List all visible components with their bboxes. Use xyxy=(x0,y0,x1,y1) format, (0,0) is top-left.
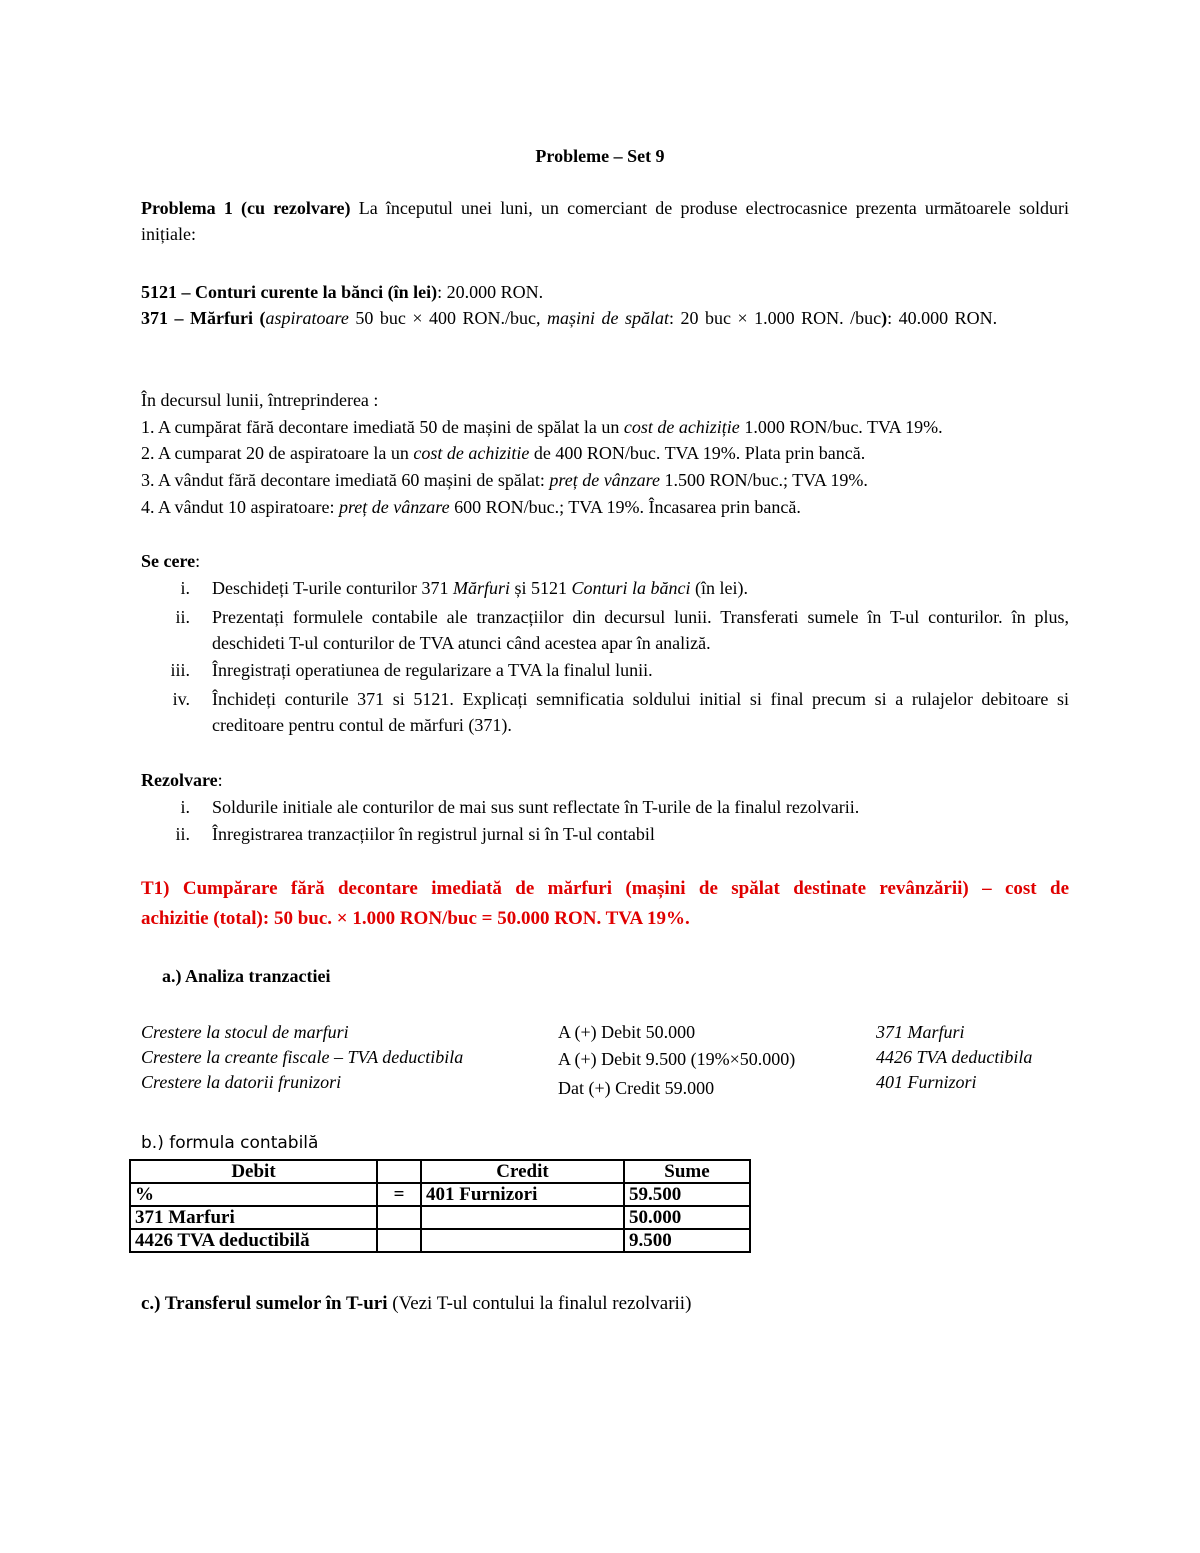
paren-close: ) xyxy=(881,308,888,328)
problem-text: La începutul unei luni, un comerciant de produse electrocasnice prezenta următoarele solduri inițiale: xyxy=(141,198,1070,244)
r1-c: și 5121 xyxy=(509,578,572,598)
item-masini-detail: : 20 buc × 1.000 RON. /buc xyxy=(668,308,882,328)
analysis-account-2: 4426 TVA deductibila xyxy=(876,1047,1033,1067)
operation-4 xyxy=(141,494,801,520)
solution-item-1: Soldurile initiale ale conturilor de mai sus sunt reflectate în T-urile de la finalul rezolvarii. xyxy=(212,797,860,817)
analysis-desc-1: Crestere la stocul de marfuri xyxy=(141,1022,349,1042)
op1-text: 1. A cumpărat fără decontare imediată 50 de mașini de spălat la un xyxy=(141,417,624,437)
required-heading-text: Se cere xyxy=(141,551,196,571)
transfer-line xyxy=(141,1291,691,1317)
op3-end: 1.500 RON/buc.; TVA 19%. xyxy=(660,470,868,490)
analysis-desc-2: Crestere la creante fiscale – TVA deductibila xyxy=(141,1047,464,1067)
required-item-2: Prezentați formulele contabile ale tranzacțiilor din decursul lunii. Transferati sumele în T-ul conturilor. în plus, deschideti T-ul conturilor de TVA atunci când acestea apar în analiză. xyxy=(212,607,1069,653)
balance-goods-account: 371 – Mărfuri xyxy=(141,308,253,328)
op3-text: 3. A vândut fără decontare imediată 60 mașini de spălat: xyxy=(141,470,550,490)
cell-credit: 401 Furnizori xyxy=(421,1183,624,1206)
balance-bank-account: 5121 – Conturi curente la bănci (în lei) xyxy=(141,282,438,302)
required-item-3: Înregistrați operatiunea de regularizare a TVA la finalul lunii. xyxy=(212,660,653,680)
solution-heading-text: Rezolvare xyxy=(141,770,218,790)
solution-item-2: Înregistrarea tranzacțiilor în registrul jurnal si în T-ul contabil xyxy=(212,824,655,844)
balance-bank-value: : 20.000 RON. xyxy=(437,282,544,302)
formula-table xyxy=(129,1159,751,1253)
cell-debit: 371 Marfuri xyxy=(130,1206,377,1229)
cell-debit: 4426 TVA deductibilă xyxy=(130,1229,377,1252)
problem-intro xyxy=(141,195,1069,247)
required-item-1 xyxy=(212,575,1069,601)
op1-italic: cost de achiziție xyxy=(623,417,740,437)
solution-colon: : xyxy=(217,770,223,790)
op4-end: 600 RON/buc.; TVA 19%. Încasarea prin bancă. xyxy=(449,497,801,517)
cell-sum: 9.500 xyxy=(624,1229,750,1252)
op2-text: 2. A cumparat 20 de aspiratoare la un xyxy=(141,443,414,463)
r1-a: Deschideți T-urile conturilor 371 xyxy=(212,578,453,598)
cell-sum: 59.500 xyxy=(624,1183,750,1206)
op2-end: de 400 RON/buc. TVA 19%. Plata prin bancă. xyxy=(529,443,866,463)
table-row xyxy=(130,1183,750,1206)
analysis-entry-1: A (+) Debit 50.000 xyxy=(558,1022,696,1042)
analysis-account-1: 371 Marfuri xyxy=(876,1022,965,1042)
required-num-1: i. xyxy=(180,578,190,598)
analysis-heading: a.) Analiza tranzactiei xyxy=(162,966,331,986)
t1-heading-line2: achizitie (total): 50 buc. × 1.000 RON/buc = 50.000 RON. TVA 19%. xyxy=(141,908,690,929)
balance-goods xyxy=(141,305,1069,331)
item-masini: mașini de spălat xyxy=(546,308,669,328)
op1-end: 1.000 RON/buc. TVA 19%. xyxy=(739,417,943,437)
cell-sum: 50.000 xyxy=(624,1206,750,1229)
analysis-entry-3: Dat (+) Credit 59.000 xyxy=(558,1078,715,1098)
paren-open: ( xyxy=(252,308,266,328)
page-title: Probleme – Set 9 xyxy=(535,146,665,166)
item-aspiratoare-detail: 50 buc × 400 RON./buc, xyxy=(348,308,547,328)
cell-credit xyxy=(421,1206,624,1229)
header-debit: Debit xyxy=(130,1160,377,1183)
cell-equals xyxy=(377,1229,421,1252)
solution-heading xyxy=(141,767,223,793)
table-header-row xyxy=(130,1160,750,1183)
transfer-note: (Vezi T-ul contului la finalul rezolvarii) xyxy=(387,1293,692,1314)
op2-italic: cost de achizitie xyxy=(413,443,530,463)
operation-3 xyxy=(141,467,868,493)
required-num-3: iii. xyxy=(170,660,190,680)
required-colon: : xyxy=(195,551,201,571)
balance-bank xyxy=(141,279,543,305)
problem-label: Problema 1 (cu rezolvare) xyxy=(141,198,351,218)
header-credit: Credit xyxy=(421,1160,624,1183)
table-row xyxy=(130,1229,750,1252)
op4-text: 4. A vândut 10 aspiratoare: xyxy=(141,497,339,517)
analysis-desc-3: Crestere la datorii frunizori xyxy=(141,1072,342,1092)
formula-heading: b.) formula contabilă xyxy=(141,1133,319,1153)
cell-equals xyxy=(377,1206,421,1229)
op3-italic: preț de vânzare xyxy=(549,470,661,490)
header-blank xyxy=(377,1160,421,1183)
cell-equals: = xyxy=(377,1183,421,1206)
t1-heading-line1: T1) Cumpărare fără decontare imediată de mărfuri (mașini de spălat destinate revânzării) – cost de xyxy=(141,878,1069,899)
operation-2 xyxy=(141,440,865,466)
r1-d: Conturi la bănci xyxy=(571,578,691,598)
header-sume: Sume xyxy=(624,1160,750,1183)
analysis-entry-2: A (+) Debit 9.500 (19%×50.000) xyxy=(558,1049,796,1069)
item-aspiratoare: aspiratoare xyxy=(265,308,349,328)
required-num-2: ii. xyxy=(175,607,190,627)
cell-credit xyxy=(421,1229,624,1252)
balance-goods-total: : 40.000 RON. xyxy=(887,308,998,328)
op4-italic: preț de vânzare xyxy=(338,497,450,517)
r1-e: (în lei). xyxy=(690,578,748,598)
r1-b: Mărfuri xyxy=(452,578,510,598)
solution-num-2: ii. xyxy=(175,824,190,844)
required-heading xyxy=(141,548,200,574)
required-num-4: iv. xyxy=(172,689,190,709)
required-item-4: Închideți conturile 371 si 5121. Explicați semnificatia soldului initial si final precum si a rulajelor debitoare si creditoare pentru contul de mărfuri (371). xyxy=(212,689,1069,735)
cell-debit: % xyxy=(130,1183,377,1206)
solution-num-1: i. xyxy=(180,797,190,817)
analysis-account-3: 401 Furnizori xyxy=(876,1072,977,1092)
table-row xyxy=(130,1206,750,1229)
transfer-label: c.) Transferul sumelor în T-uri xyxy=(141,1293,388,1314)
month-intro: În decursul lunii, întreprinderea : xyxy=(141,390,379,410)
operation-1 xyxy=(141,414,943,440)
